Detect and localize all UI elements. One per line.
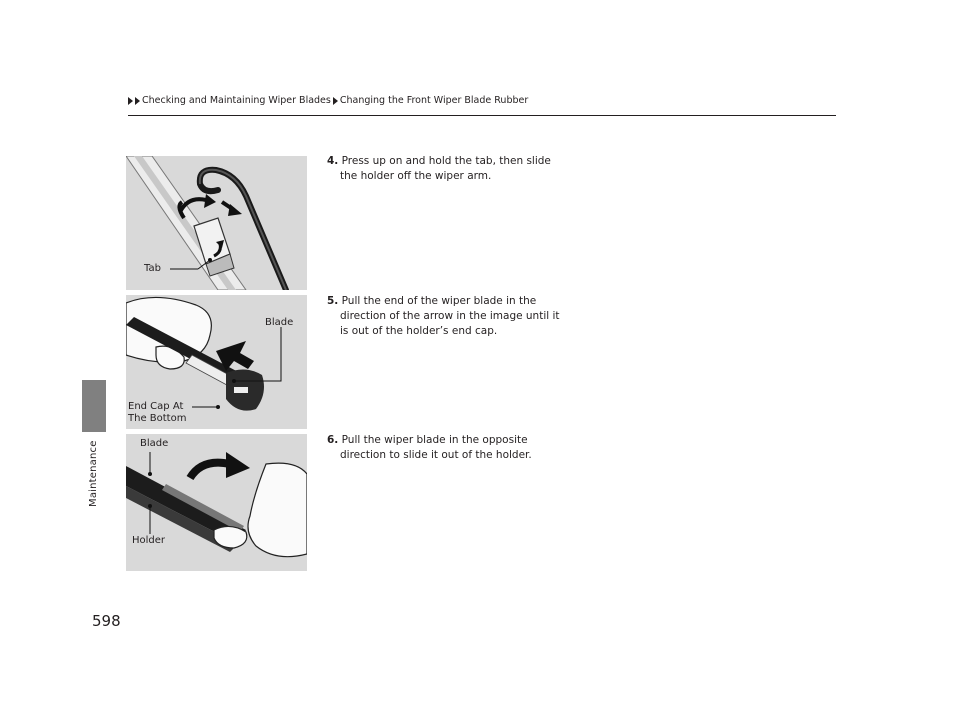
breadcrumb [128, 95, 528, 106]
header-rule [128, 115, 836, 116]
step-text: Pull the end of the wiper blade in the direction of the arrow in the image until it is out of the holder’s end cap. [340, 295, 560, 337]
section-side-label: Maintenance [88, 440, 99, 507]
figure-blade-holder [126, 434, 307, 571]
figure-holder-tab [126, 156, 307, 290]
endcap-callout-label-line1: End Cap At [128, 401, 184, 412]
blade-holder-illustration [126, 434, 307, 571]
step-number: 6. [327, 434, 339, 446]
figure-end-cap [126, 295, 307, 429]
step-text: Pull the wiper blade in the opposite direction to slide it out of the holder. [340, 434, 532, 461]
section-tab-marker [82, 380, 106, 432]
breadcrumb-arrow-icon [333, 97, 338, 105]
breadcrumb-arrow-icon [135, 97, 140, 105]
step-4 [327, 154, 567, 184]
holder-callout-label: Holder [132, 535, 166, 546]
step-number: 4. [327, 155, 339, 167]
endcap-callout-label-line2: The Bottom [128, 413, 187, 424]
step-6 [327, 433, 567, 463]
tab-callout-label: Tab [144, 263, 161, 274]
step-5 [327, 294, 567, 339]
blade-callout-label: Blade [140, 438, 169, 449]
blade-callout-label: Blade [265, 317, 294, 328]
breadcrumb-subsection: Changing the Front Wiper Blade Rubber [339, 95, 529, 106]
breadcrumb-section[interactable]: Checking and Maintaining Wiper Blades [142, 95, 331, 106]
step-number: 5. [327, 295, 339, 307]
breadcrumb-arrow-icon [128, 97, 133, 105]
page-number: 598 [92, 612, 121, 630]
step-text: Press up on and hold the tab, then slide the holder off the wiper arm. [340, 155, 551, 182]
